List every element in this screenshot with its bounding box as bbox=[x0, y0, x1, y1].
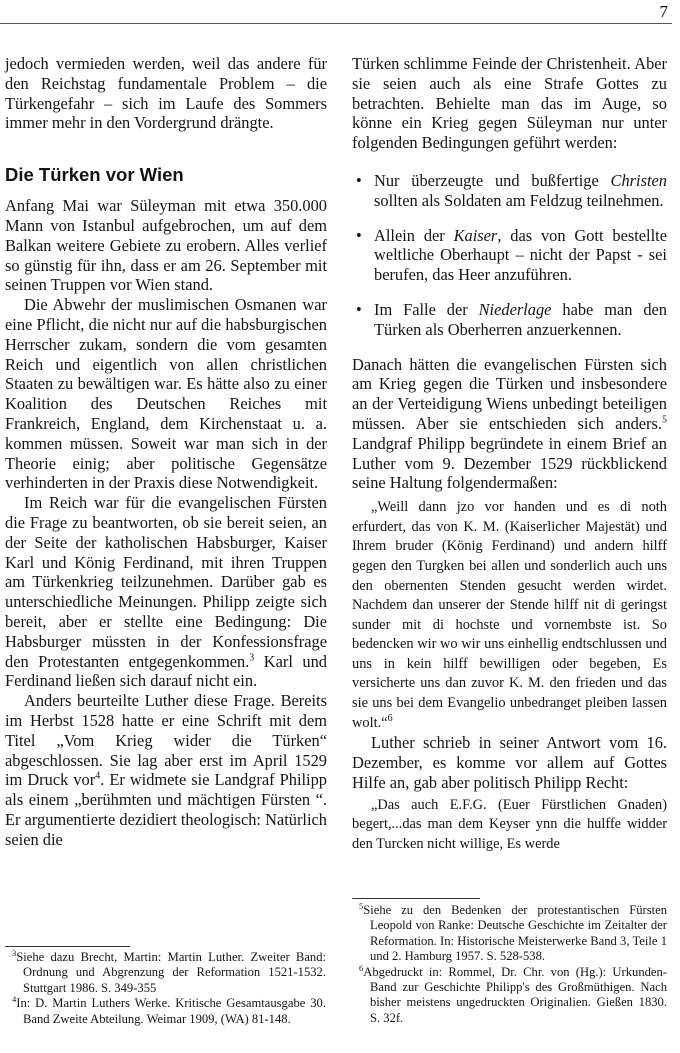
emphasis: Kaiser bbox=[453, 225, 498, 245]
list-item bbox=[356, 170, 667, 211]
footnote-ref[interactable]: 3 bbox=[249, 652, 255, 664]
block-quote: „Das auch E.F.G. (Euer Fürstlichen Gnaden) begert,...das man dem Keyser ynn die hulffe widder den Turcken nicht willige, Es werde bbox=[352, 796, 667, 852]
paragraph bbox=[5, 493, 327, 691]
footnote-text: Siehe dazu Brecht, Martin: Martin Luther. Zweiter Band: Ordnung und Abgrenzung der Reformation 1521-1532. Stuttgart 1986. S. 349-355 bbox=[16, 950, 326, 995]
list-item-text: Allein der bbox=[374, 225, 454, 245]
bullet-icon: • bbox=[356, 170, 362, 190]
paragraph: jedoch vermieden werden, weil das andere für den Reichstag fundamentale Problem – die Türkengefahr – sich im Laufe des Sommers immer mehr in den Vordergrund drängte. bbox=[5, 54, 327, 133]
footnote-text: In: D. Martin Luthers Werke. Kritische Gesamtausgabe 30. Band Zweite Abteilung. Weimar 1909, (WA) 81-148. bbox=[16, 996, 326, 1026]
page-number: 7 bbox=[659, 2, 668, 21]
list-item-text: Im Falle der bbox=[374, 299, 479, 319]
list-item-text: sollten als Soldaten am Feldzug teilnehmen. bbox=[374, 190, 664, 210]
list-item-text: Nur überzeugte und bußfertige bbox=[374, 170, 611, 190]
footnotes-left bbox=[12, 947, 326, 1027]
bullet-icon: • bbox=[356, 225, 362, 245]
left-column bbox=[5, 54, 327, 849]
list-item-text: habe man den Türken als Oberherren anzuerkennen. bbox=[374, 299, 668, 339]
block-quote bbox=[352, 498, 667, 733]
footnote-rule bbox=[5, 946, 130, 947]
footnote bbox=[359, 900, 667, 965]
footnote-number: 4 bbox=[12, 994, 17, 1005]
list-item bbox=[356, 299, 668, 340]
conditions-list bbox=[352, 171, 667, 340]
footnote bbox=[12, 947, 326, 996]
quote-text: „Weill dann jzo vor handen und es di noth erfurdert, das von K. M. (Kaiserlicher Majestät) und Ihrem bruder (König Ferdinand) und andern hilff gegen den Turgken bei allen und sonderlich auch uns den obernenten Stenden gesucht werden wirdet. Nachdem dan unserer der Stende hilff nit di geringst sunder mit di hochste und vornembste ist. So bedencken wir wo wir uns einhellig endtschlussen und uns in kein hilff bewilligen oder begeben, Es versicherte uns dan zuvor K. M. den frieden und das sie uns bei dem Evangelio unbedranget pleiben lassen wolt.“ bbox=[352, 499, 667, 731]
list-item-text: , das von Gott bestellte weltliche Oberhaupt – nicht der Papst - sei berufen, das Heer anzuführen. bbox=[374, 225, 667, 285]
paragraph-text: . Er widmete sie Landgraf Philipp als einem „berühmten und mächtigen Fürsten “. Er argumentierte dezidiert theologisch: Natürlich seien die bbox=[5, 770, 327, 849]
paragraph bbox=[5, 691, 327, 849]
footnote-rule bbox=[352, 898, 480, 899]
paragraph-text: Landgraf Philipp begründete in einem Brief an Luther vom 9. Dezember 1529 rückblickend seine Haltung folgendermaßen: bbox=[352, 433, 667, 493]
bullet-icon: • bbox=[356, 299, 362, 319]
header-rule bbox=[0, 23, 672, 24]
emphasis: Niederlage bbox=[478, 299, 552, 319]
paragraph bbox=[352, 355, 667, 494]
footnote-text: Abgedruckt in: Rommel, Dr. Chr. von (Hg.): Urkunden-Band zur Geschichte Philipp's des Großmüthigen. Nach bisher meistens ungedruckten Originalien. Gießen 1830. S. 32f. bbox=[363, 964, 667, 1025]
paragraph: Anfang Mai war Süleyman mit etwa 350.000 Mann von Istanbul aufgebrochen, um auf dem Balkan weitere Gebiete zu erobern. Alles verlief so günstig für ihn, dass er am 26. September mit seinen Truppen vor Wien stand. bbox=[5, 196, 327, 295]
paragraph-text: Im Reich war für die evangelischen Fürsten die Frage zu beantworten, ob sie bereit seien, an der Seite der katholischen Habsburger, Kaiser Karl und König Ferdinand, mit ihren Truppen am Türkenkrieg teilzunehmen. Darüber gab es unterschiedliche Meinungen. Philipp zeigte sich bereit, aber er stellte eine Bedingung: Die Habsburger müssten in der Konfessionsfrage den Protestanten entgegenkommen. bbox=[5, 493, 327, 671]
footnote-number: 3 bbox=[12, 947, 17, 958]
footnote-ref[interactable]: 4 bbox=[95, 770, 101, 782]
section-title: Die Türken vor Wien bbox=[5, 164, 184, 186]
paragraph: Luther schrieb in seiner Antwort vom 16. Dezember, es komme vor allem auf Gottes Hilfe an, gab aber politisch Philipp Recht: bbox=[352, 733, 667, 792]
paragraph-text: Anders beurteilte Luther diese Frage. Bereits im Herbst 1528 hatte er eine Schrift mit dem Titel „Vom Krieg wider die Türken“ abgeschlossen. Sie lag aber erst im April 1529 im Druck vor bbox=[5, 691, 327, 790]
footnote bbox=[359, 962, 667, 1027]
list-item bbox=[356, 225, 667, 285]
footnote-ref[interactable]: 6 bbox=[387, 712, 393, 724]
paragraph-text: Danach hätten die evangelischen Fürsten sich am Krieg gegen die Türken und insbesondere an der Verteidigung Wiens unbedingt beteiligen müssen. Aber sie entschieden sich anders. bbox=[352, 354, 667, 433]
footnote-text: Siehe zu den Bedenken der protestantischen Fürsten Leopold von Ranke: Deutsche Geschichte im Zeitalter der Reformation. In: Historische Meisterwerke Band 3, Teile 1 und 2. Hamburg 1957. S. 528-538. bbox=[363, 903, 667, 964]
paragraph-text: Karl und Ferdinand ließen sich darauf nicht ein. bbox=[5, 651, 327, 691]
footnote-number: 6 bbox=[359, 962, 364, 973]
footnote-number: 5 bbox=[359, 900, 364, 911]
footnote-ref[interactable]: 5 bbox=[662, 414, 667, 426]
right-column bbox=[352, 54, 667, 854]
footnotes-right bbox=[359, 900, 667, 1026]
paragraph: Die Abwehr der muslimischen Osmanen war eine Pflicht, die nicht nur auf die habsburgischen Herrscher zukam, sondern die vom gesamten Reich und eigentlich von allen christlichen Staaten zu bewältigen war. Es hätte also zu einer Koalition des Deutschen Reiches mit Frankreich, England, dem Kirchenstaat u. a. kommen müssen. Soweit war man sich in der Theorie einig; aber politische Gegensätze verhinderten in der Praxis diese Notwendigkeit. bbox=[5, 295, 327, 493]
paragraph: Türken schlimme Feinde der Christenheit. Aber sie seien auch als eine Strafe Gottes zu betrachten. Behielte man das im Auge, so könne ein Krieg gegen Süleyman nur unter folgenden Bedingungen geführt werden: bbox=[352, 54, 667, 153]
footnote bbox=[12, 996, 326, 1027]
emphasis: Christen bbox=[610, 170, 667, 190]
